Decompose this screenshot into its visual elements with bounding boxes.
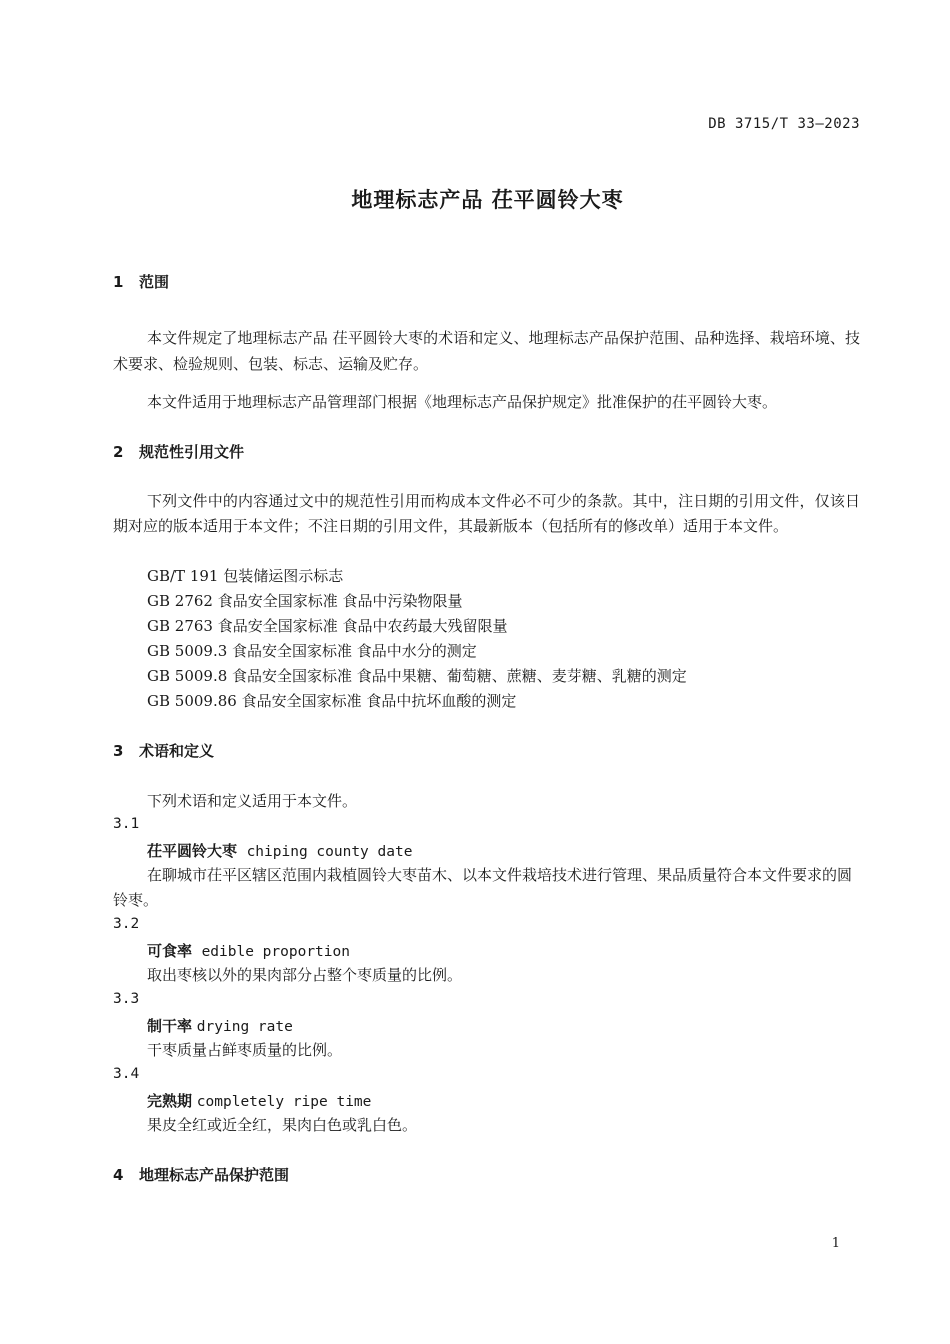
term-number: 3.1: [113, 816, 140, 832]
term-name-en: chiping county date: [246, 844, 413, 860]
term-name-en: drying rate: [196, 1019, 293, 1035]
term-name-zh: 可食率: [147, 942, 193, 960]
reference-item: GB 5009.86 食品安全国家标准 食品中抗坏血酸的测定: [147, 692, 517, 710]
term-name-zh: 完熟期: [147, 1092, 193, 1110]
reference-item: GB 2762 食品安全国家标准 食品中污染物限量: [147, 592, 463, 610]
section-number: 4: [113, 1166, 124, 1184]
scope-paragraph-2: 本文件适用于地理标志产品管理部门根据《地理标志产品保护规定》批准保护的茌平圆铃大枣。: [147, 393, 778, 411]
section-number: 2: [113, 443, 124, 461]
term-number: 3.3: [113, 991, 140, 1007]
section-heading-1: [113, 271, 169, 292]
section-title: 范围: [139, 273, 170, 291]
term-name-en: completely ripe time: [196, 1094, 372, 1110]
section-number: 1: [113, 273, 124, 291]
term-name-zh: 茌平圆铃大枣: [147, 842, 238, 860]
term-name: [147, 1015, 293, 1036]
term-definition: 果皮全红或近全红，果肉白色或乳白色。: [147, 1116, 418, 1134]
section-title: 规范性引用文件: [139, 443, 245, 461]
section-number: 3: [113, 742, 124, 760]
standard-number: DB 3715/T 33—2023: [708, 116, 860, 132]
section-title: 术语和定义: [139, 742, 215, 760]
normative-intro: 下列文件中的内容通过文中的规范性引用而构成本文件必不可少的条款。其中，注日期的引用文件，仅该日期对应的版本适用于本文件；不注日期的引用文件，其最新版本（包括所有的修改单）适用于本文件。: [113, 492, 860, 535]
term-name: [147, 1090, 371, 1111]
section-title: 地理标志产品保护范围: [139, 1166, 290, 1184]
section-heading-2: [113, 441, 244, 462]
section-heading-3: [113, 740, 214, 761]
term-number: 3.4: [113, 1066, 140, 1082]
reference-item: GB 5009.3 食品安全国家标准 食品中水分的测定: [147, 642, 477, 660]
term-name: [147, 840, 412, 861]
term-definition: 干枣质量占鲜枣质量的比例。: [147, 1041, 343, 1059]
reference-item: GB/T 191 包装储运图示标志: [147, 567, 344, 585]
reference-item: GB 2763 食品安全国家标准 食品中农药最大残留限量: [147, 617, 508, 635]
page-number: 1: [831, 1236, 840, 1251]
term-definition: 取出枣核以外的果肉部分占整个枣质量的比例。: [147, 966, 463, 984]
term-name: [147, 940, 350, 961]
term-name-zh: 制干率: [147, 1017, 193, 1035]
term-name-en: edible proportion: [201, 944, 350, 960]
scope-paragraph-1: 本文件规定了地理标志产品 茌平圆铃大枣的术语和定义、地理标志产品保护范围、品种选择、栽培环境、技术要求、检验规则、包装、标志、运输及贮存。: [113, 329, 860, 373]
term-definition: 在聊城市茌平区辖区范围内栽植圆铃大枣苗木、以本文件栽培技术进行管理、果品质量符合本文件要求的圆铃枣。: [113, 866, 853, 909]
document-title: 地理标志产品 茌平圆铃大枣: [351, 188, 624, 212]
term-number: 3.2: [113, 916, 140, 932]
reference-item: GB 5009.8 食品安全国家标准 食品中果糖、葡萄糖、蔗糖、麦芽糖、乳糖的测定: [147, 667, 687, 685]
section-heading-4: [113, 1164, 289, 1185]
terms-intro: 下列术语和定义适用于本文件。: [147, 792, 358, 810]
